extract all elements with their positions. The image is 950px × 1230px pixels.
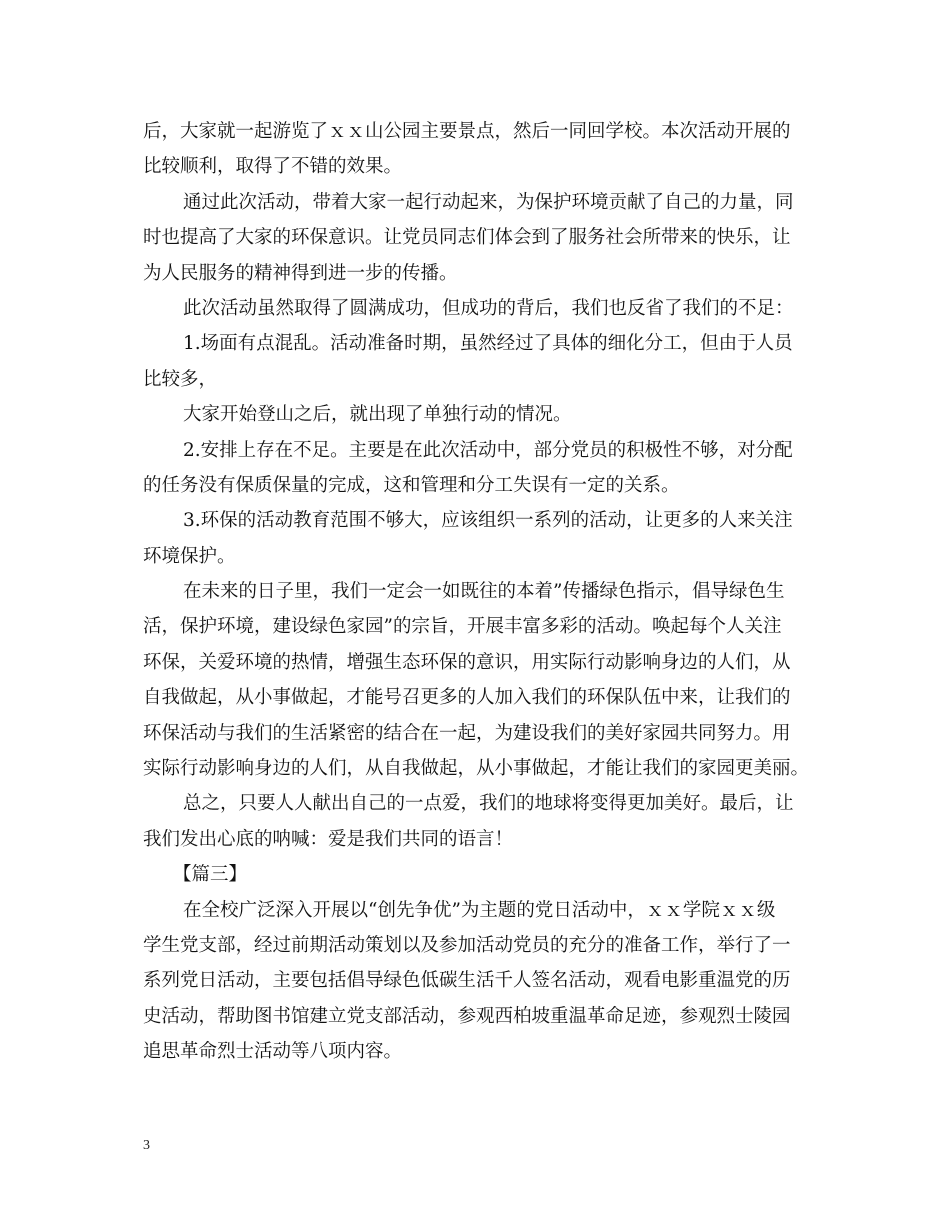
text-line: 比较多， — [143, 368, 218, 390]
text-line: 此次活动虽然取得了圆满成功，但成功的背后，我们也反省了我们的不足： — [183, 297, 794, 319]
text-line: 实际行动影响身边的人们，从自我做起，从小事做起，才能让我们的家园更美丽。 — [143, 758, 810, 780]
list-item-2: 2.安排上存在不足。主要是在此次活动中，部分党员的积极性不够，对分配 — [183, 439, 793, 461]
text-line: 学生党支部，经过前期活动策划以及参加活动党员的充分的准备工作，举行了一 — [143, 934, 791, 956]
text-line: 的任务没有保质保量的完成，这和管理和分工失误有一定的关系。 — [143, 474, 680, 496]
text-line: 后，大家就一起游览了ｘｘ山公园主要景点，然后一同回学校。本次活动开展的 — [143, 121, 791, 142]
page-number: 3 — [143, 1138, 150, 1153]
list-item-1: 1.场面有点混乱。活动准备时期，虽然经过了具体的细化分工，但由于人员 — [183, 333, 793, 355]
text-line: 时也提高了大家的环保意识。让党员同志们体会到了服务社会所带来的快乐，让 — [143, 227, 791, 249]
text-line: 为人民服务的精神得到进一步的传播。 — [143, 262, 458, 284]
text-line: 在未来的日子里，我们一定会一如既往的本着”传播绿色指示，倡导绿色生 — [183, 581, 785, 603]
text-line: 总之，只要人人献出自己的一点爱，我们的地球将变得更加美好。最后，让 — [183, 793, 794, 815]
body-text — [143, 114, 808, 1070]
list-item-3: 3.环保的活动教育范围不够大，应该组织一系列的活动，让更多的人来关注 — [183, 510, 793, 532]
text-line: 比较顺利，取得了不错的效果。 — [143, 156, 403, 178]
text-line: 我们发出心底的呐喊：爱是我们共同的语言！ — [143, 828, 514, 850]
text-line: 系列党日活动，主要包括倡导绿色低碳生活千人签名活动，观看电影重温党的历 — [143, 970, 791, 992]
text-line: 大家开始登山之后，就出现了单独行动的情况。 — [183, 404, 572, 426]
text-line: 追思革命烈士活动等八项内容。 — [143, 1041, 403, 1063]
text-line: 史活动，帮助图书馆建立党支部活动，参观西柏坡重温革命足迹，参观烈士陵园 — [143, 1005, 791, 1027]
section-heading: 【篇三】 — [173, 864, 248, 886]
text-line: 在全校广泛深入开展以“创先争优”为主题的党日活动中，ｘｘ学院ｘｘ级 — [183, 899, 776, 921]
text-line: 环保活动与我们的生活紧密的结合在一起，为建设我们的美好家园共同努力。用 — [143, 722, 791, 744]
text-line: 环保，关爱环境的热情，增强生态环保的意识，用实际行动影响身边的人们，从 — [143, 651, 791, 673]
text-line: 活，保护环境，建设绿色家园”的宗旨，开展丰富多彩的活动。唤起每个人关注 — [143, 616, 782, 638]
text-line: 自我做起，从小事做起，才能号召更多的人加入我们的环保队伍中来，让我们的 — [143, 687, 791, 709]
text-line: 通过此次活动，带着大家一起行动起来，为保护环境贡献了自己的力量，同 — [183, 191, 794, 213]
text-line: 环境保护。 — [143, 545, 236, 567]
